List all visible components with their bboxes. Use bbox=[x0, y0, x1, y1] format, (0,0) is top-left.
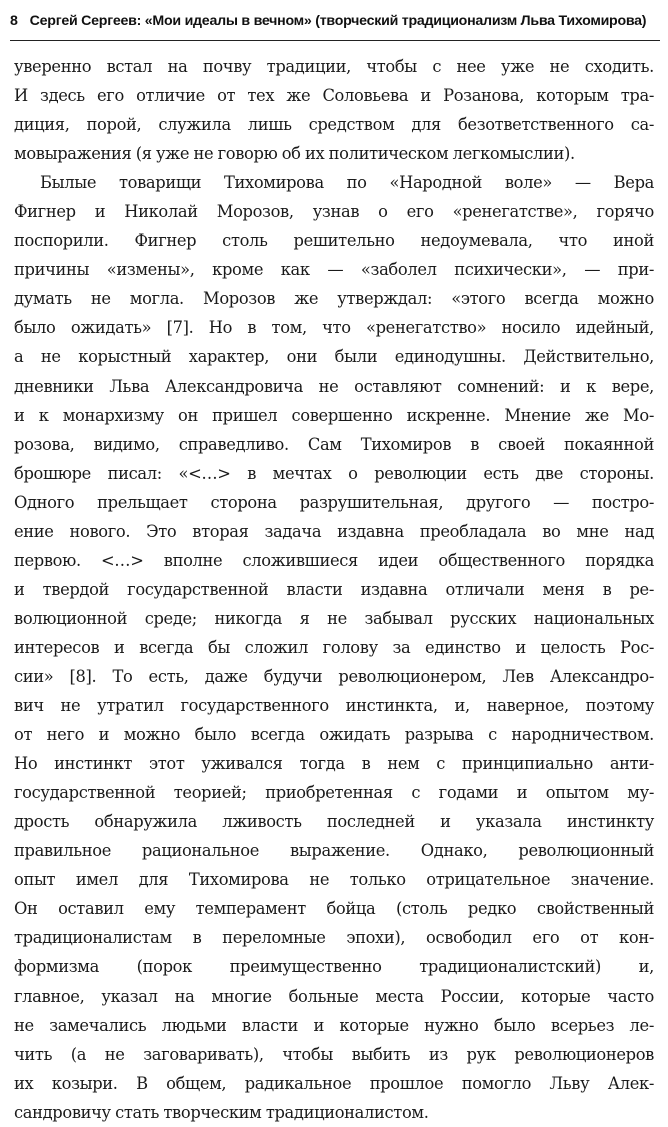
text-line: от него и можно было всегда ожидать разрыва с народничеством. bbox=[14, 725, 654, 745]
text-line: а не корыстный характер, они были единодушны. Действительно, bbox=[14, 347, 654, 367]
text-line: причины «измены», кроме как — «заболел психически», — при- bbox=[14, 260, 654, 280]
text-line: государственной теорией; приобретенная с годами и опытом му- bbox=[14, 783, 654, 803]
text-line: уверенно встал на почву традиции, чтобы с нее уже не сходить. bbox=[14, 57, 654, 76]
text-line: их козыри. В общем, радикальное прошлое помогло Льву Алек- bbox=[14, 1073, 654, 1093]
page-number: 8 bbox=[10, 13, 18, 29]
paragraph bbox=[14, 168, 654, 1127]
text-line: чить (а не заговаривать), чтобы выбить из рук революционеров bbox=[14, 1044, 654, 1064]
text-line: первою. <…> вполне сложившиеся идеи общественного порядка bbox=[14, 550, 654, 570]
text-line: сандровичу стать творческим традиционалистом. bbox=[14, 1102, 429, 1122]
text-line: И здесь его отличие от тех же Соловьева и Розанова, которым тра- bbox=[14, 86, 654, 106]
text-line: Но инстинкт этот уживался тогда в нем с принципиально анти- bbox=[14, 754, 654, 774]
text-line: вич не утратил государственного инстинкта, и, наверное, поэтому bbox=[14, 696, 654, 716]
text-line: интересов и всегда бы сложил голову за единство и целость Рос- bbox=[14, 637, 654, 657]
text-line: и твердой государственной власти издавна отличали меня в ре- bbox=[14, 579, 654, 599]
text-line: Фигнер и Николай Морозов, узнав о его «ренегатстве», горячо bbox=[14, 202, 654, 222]
running-header bbox=[10, 6, 660, 36]
text-line: не замечались людьми власти и которые нужно было всерьез ле- bbox=[14, 1015, 654, 1035]
text-line: правильное рациональное выражение. Однако, революционный bbox=[14, 841, 654, 861]
header-rule bbox=[10, 40, 660, 41]
text-line: поспорили. Фигнер столь решительно недоумевала, что иной bbox=[14, 231, 654, 251]
body-text bbox=[14, 52, 654, 1127]
text-line: Былые товарищи Тихомирова по «Народной воле» — Вера bbox=[40, 173, 654, 193]
text-line: диция, порой, служила лишь средством для безответственного са- bbox=[14, 115, 654, 135]
text-line: дневники Льва Александровича не оставляют сомнений: и к вере, bbox=[14, 376, 654, 396]
text-line: главное, указал на многие больные места России, которые часто bbox=[14, 986, 654, 1006]
text-line: опыт имел для Тихомирова не только отрицательное значение. bbox=[14, 870, 654, 890]
text-line: мовыражения (я уже не говорю об их политическом легкомыслии). bbox=[14, 144, 575, 164]
paragraph bbox=[14, 52, 654, 168]
text-line: и к монархизму он пришел совершенно искренне. Мнение же Мо- bbox=[14, 405, 654, 425]
text-line: ение нового. Это вторая задача издавна преобладала во мне над bbox=[14, 521, 654, 541]
text-line: дрость обнаружила лживость последней и указала инстинкту bbox=[14, 812, 654, 832]
text-line: сии» [8]. То есть, даже будучи революционером, Лев Александро- bbox=[14, 666, 654, 686]
text-line: Он оставил ему темперамент бойца (столь редко свойственный bbox=[14, 899, 654, 919]
text-line: Одного прельщает сторона разрушительная, другого — постро- bbox=[14, 492, 654, 512]
running-title: Сергей Сергеев: «Мои идеалы в вечном» (творческий традиционализм Льва Тихомирова) bbox=[29, 13, 647, 29]
text-line: формизма (порок преимущественно традиционалистский) и, bbox=[14, 957, 654, 977]
text-line: думать не могла. Морозов же утверждал: «этого всегда можно bbox=[14, 289, 654, 309]
text-line: брошюре писал: «<…> в мечтах о революции есть две стороны. bbox=[14, 463, 654, 483]
text-line: было ожидать» [7]. Но в том, что «ренегатство» носило идейный, bbox=[14, 318, 654, 338]
text-line: традиционалистам в переломные эпохи), освободил его от кон- bbox=[14, 928, 654, 948]
text-line: волюционной среде; никогда я не забывал русских национальных bbox=[14, 608, 654, 628]
text-line: розова, видимо, справедливо. Сам Тихомиров в своей покаянной bbox=[14, 434, 654, 454]
